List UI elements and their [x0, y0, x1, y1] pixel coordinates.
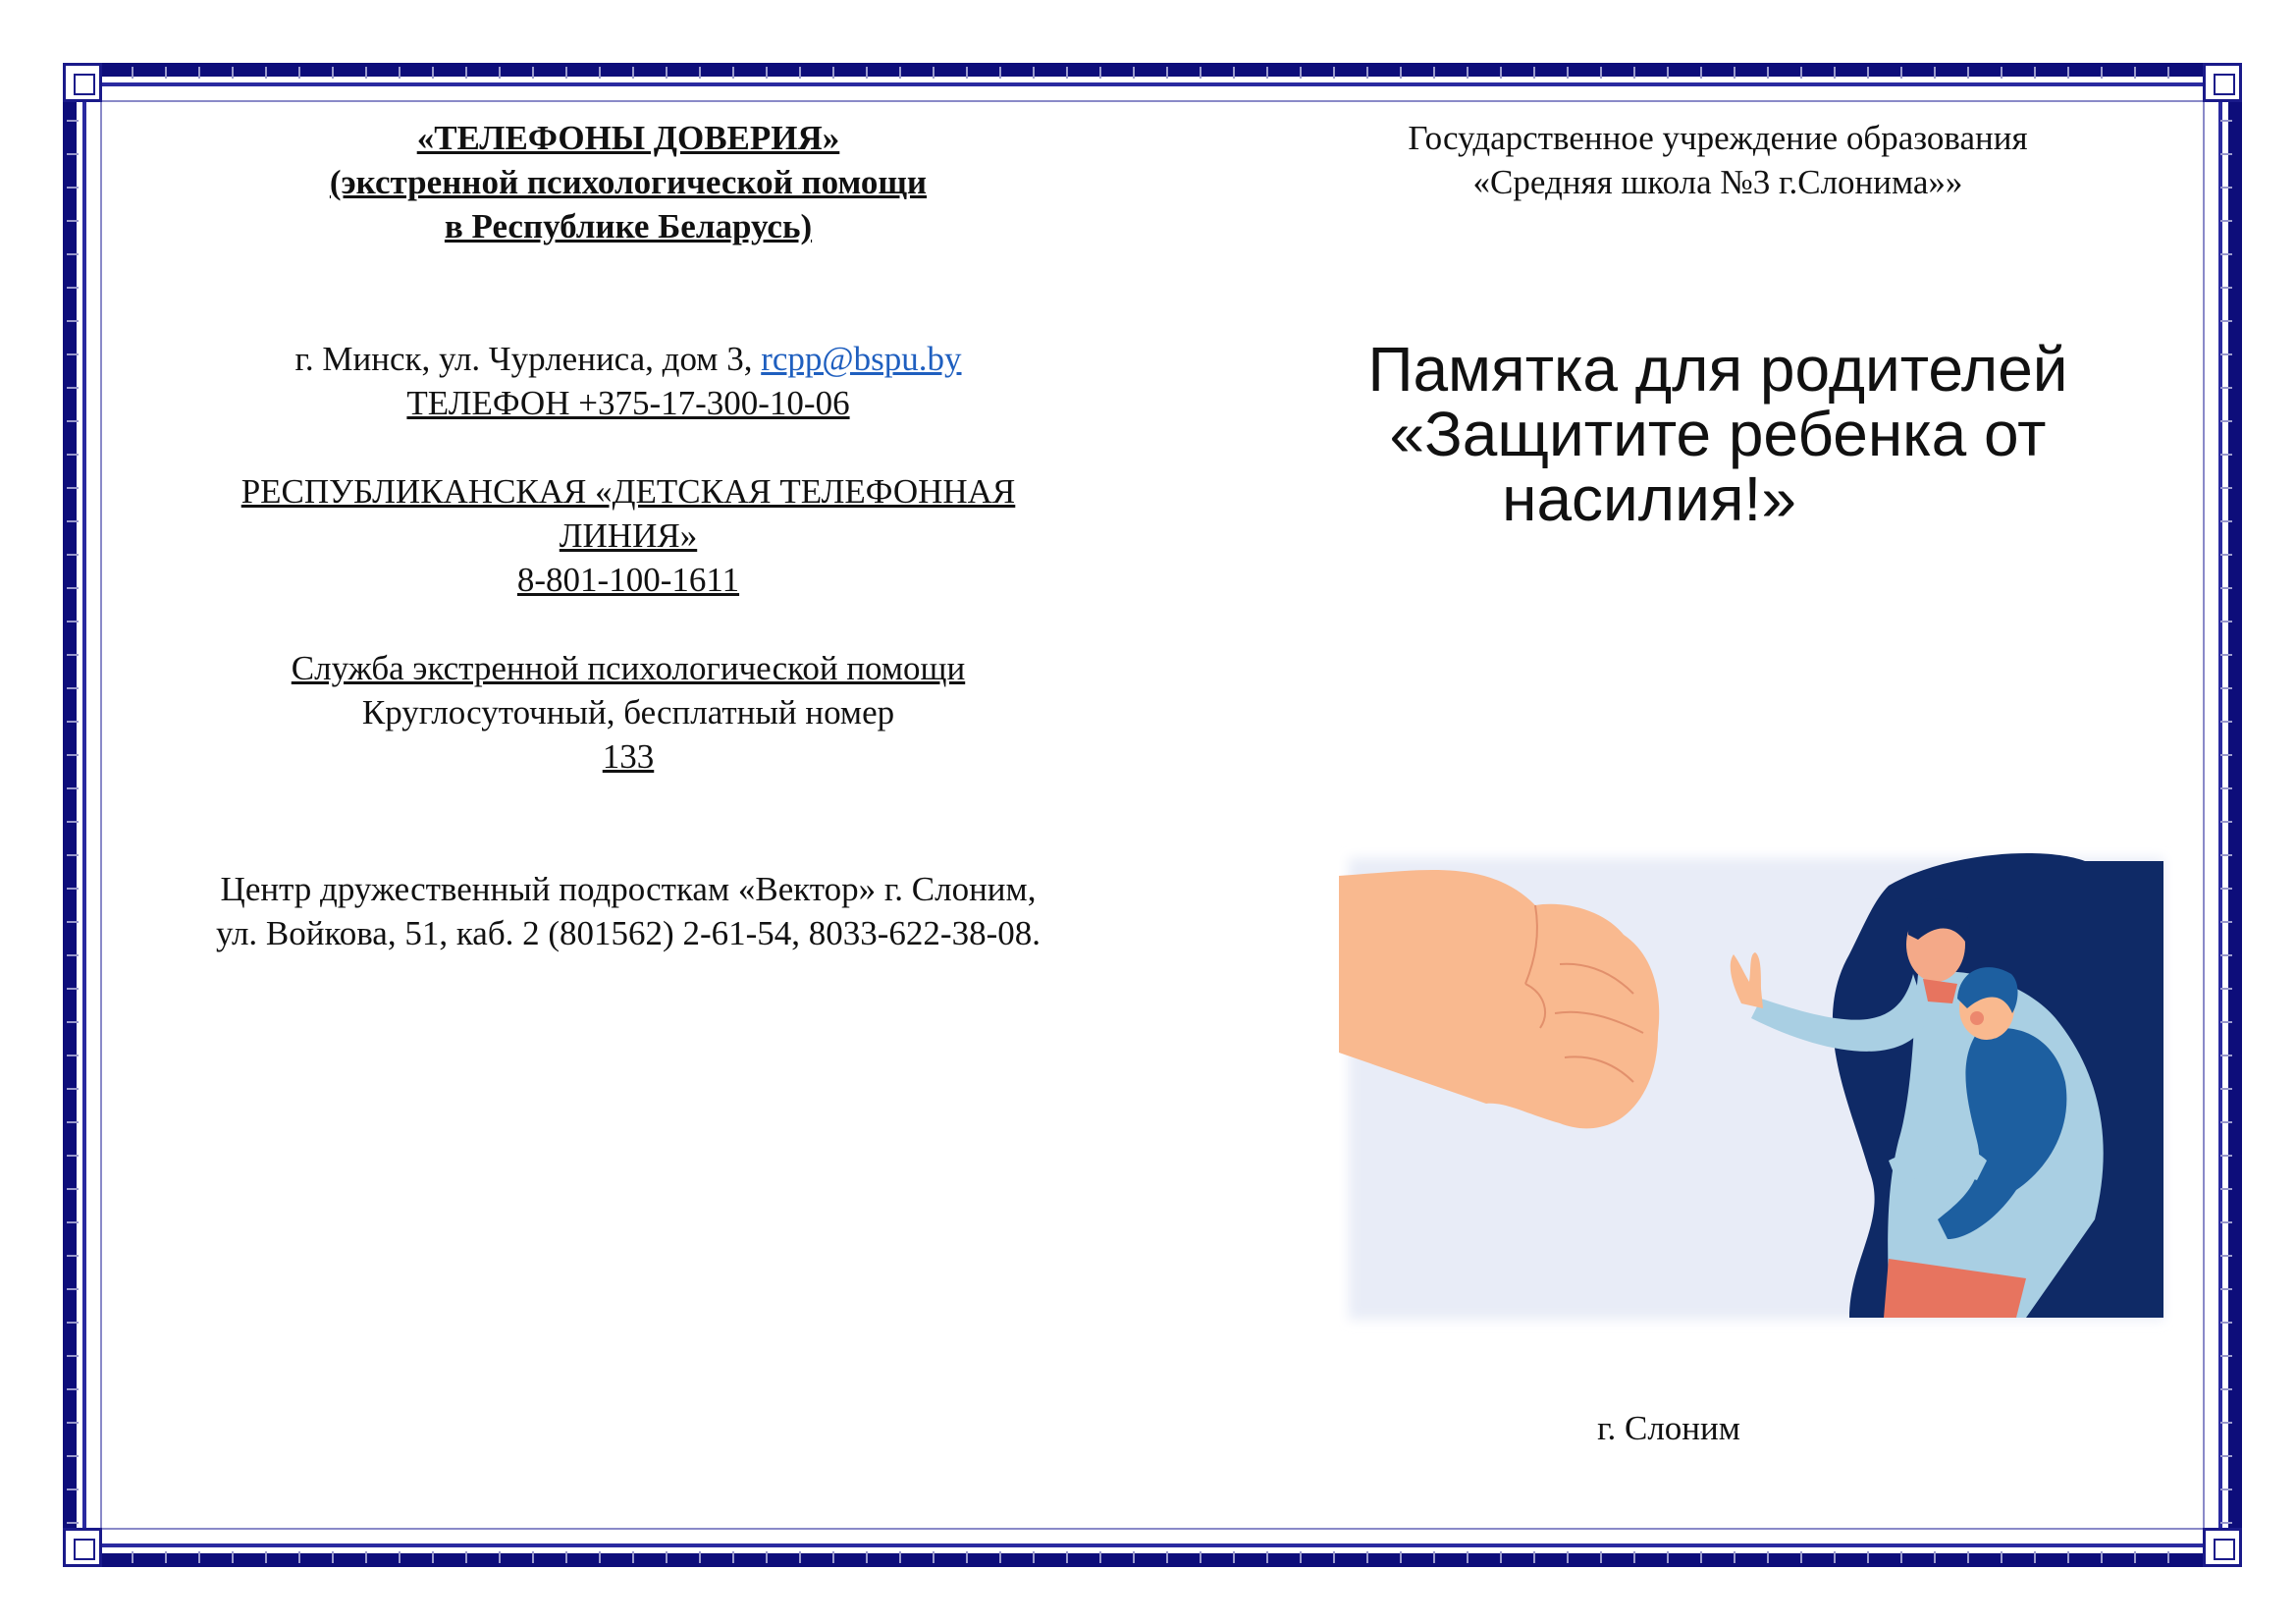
hotlines-heading-line2: (экстренной психологической помощи [329, 163, 928, 201]
vector-center-line1: Центр дружественный подросткам «Вектор» г. Слоним, [220, 870, 1037, 908]
minsk-phone: ТЕЛЕФОН +375-17-300-10-06 [406, 384, 850, 422]
minsk-address: г. Минск, ул. Чурлениса, дом 3, [294, 340, 762, 378]
title-line1: Памятка для родителей [1367, 334, 2068, 405]
childline-name: РЕСПУБЛИКАНСКАЯ «ДЕТСКАЯ ТЕЛЕФОННАЯ ЛИНИЯ» [240, 472, 1016, 555]
title-line3: насилия!» [1502, 463, 1796, 534]
corner-ornament-top-left [63, 63, 102, 102]
border-ticks-top [98, 67, 2199, 79]
corner-ornament-top-right [2203, 63, 2242, 102]
border-ticks-left [67, 98, 79, 1524]
page-title [1227, 334, 2209, 534]
hotlines-heading-line1: «ТЕЛЕФОНЫ ДОВЕРИЯ» [416, 119, 840, 157]
vector-center-line2: ул. Войкова, 51, каб. 2 (801562) 2-61-54, 8033-622-38-08. [216, 914, 1041, 952]
hotlines-column [128, 116, 1129, 955]
protection-illustration [1339, 846, 2173, 1337]
email-link[interactable]: rcpp@bspu.by [761, 340, 962, 378]
hotlines-heading-line3: в Республике Беларусь) [444, 207, 813, 245]
title-line2: «Защитите ребенка от [1389, 399, 2047, 469]
emergency-service-desc: Круглосуточный, бесплатный номер [361, 693, 895, 731]
corner-ornament-bottom-left [63, 1528, 102, 1567]
corner-ornament-bottom-right [2203, 1528, 2242, 1567]
city-label: г. Слоним [1597, 1409, 1740, 1447]
minsk-address-line [128, 337, 1129, 381]
org-name-line1: Государственное учреждение образования [1408, 119, 2028, 157]
org-name-line2: «Средняя школа №3 г.Слонима»» [1472, 163, 1963, 201]
childline-phone: 8-801-100-1611 [516, 561, 740, 599]
cover-column [1227, 116, 2209, 534]
border-ticks-bottom [98, 1551, 2199, 1563]
emergency-service-name: Служба экстренной психологической помощи [291, 649, 966, 687]
emergency-service-number: 133 [602, 737, 655, 776]
border-ticks-right [2220, 98, 2232, 1524]
